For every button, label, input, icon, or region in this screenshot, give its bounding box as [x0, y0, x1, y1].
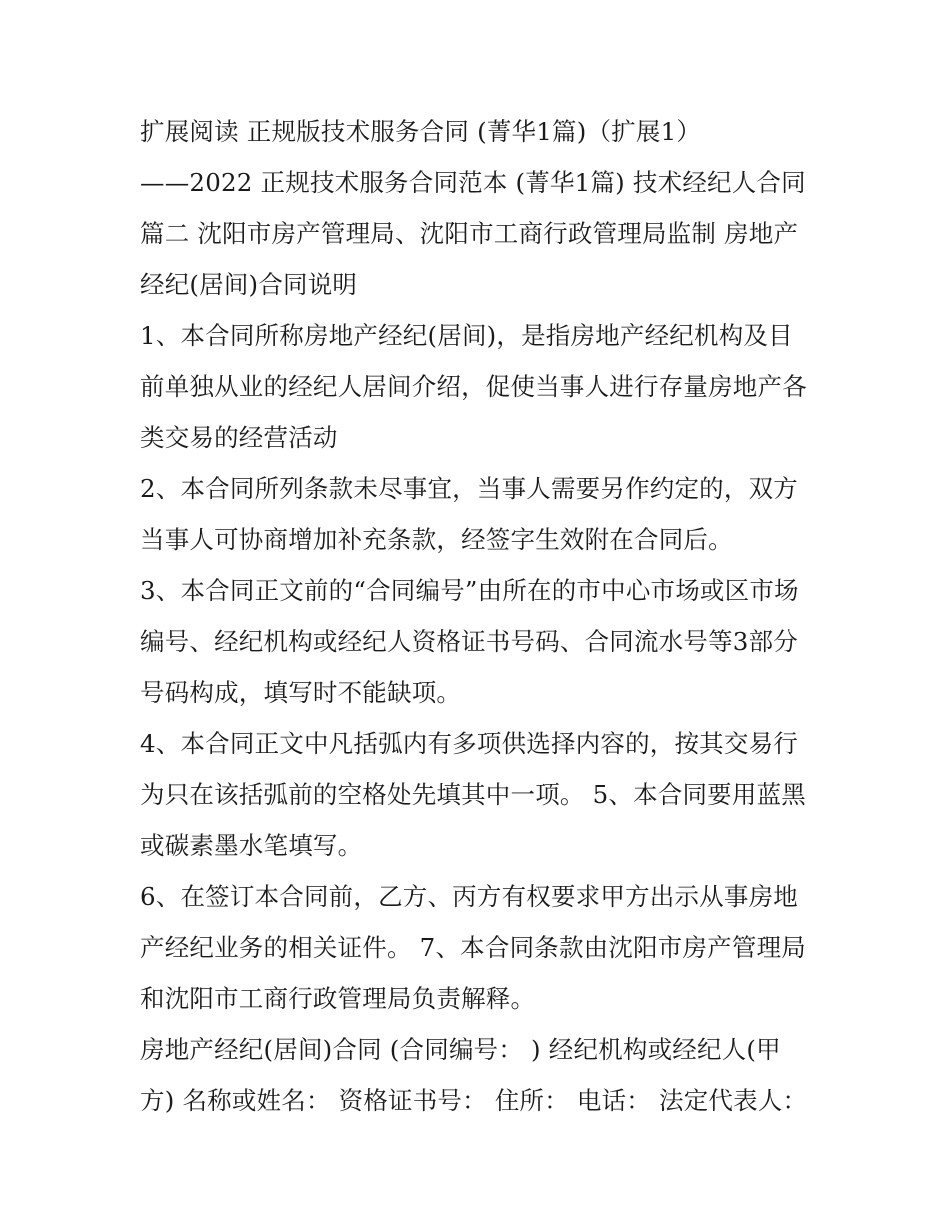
text-line: 为只在该括弧前的空格处先填其中一项。 5、本合同要用蓝黑	[140, 780, 806, 809]
text-line: 3、本合同正文前的“合同编号”由所在的市中心市场或区市场	[140, 576, 799, 605]
text-line: 扩展阅读 正规版技术服务合同 (菁华1篇)（扩展1）	[140, 117, 702, 146]
text-line: 号码构成，填写时不能缺项。	[140, 678, 462, 707]
document-body	[140, 106, 820, 1126]
text-line: 房地产经纪(居间)合同 (合同编号： ) 经纪机构或经纪人(甲	[140, 1035, 781, 1064]
text-line: 编号、经纪机构或经纪人资格证书号码、合同流水号等3部分	[140, 627, 798, 656]
text-line: 6、在签订本合同前，乙方、丙方有权要求甲方出示从事房地	[140, 882, 798, 911]
text-line: 和沈阳市工商行政管理局负责解释。	[140, 984, 536, 1013]
text-line: ——2022 正规技术服务合同范本 (菁华1篇) 技术经纪人合同	[140, 168, 806, 197]
text-line: 或碳素墨水笔填写。	[140, 831, 363, 860]
text-line: 4、本合同正文中凡括弧内有多项供选择内容的，按其交易行	[140, 729, 798, 758]
text-line: 前单独从业的经纪人居间介绍，促使当事人进行存量房地产各	[140, 372, 807, 401]
text-line: 类交易的经营活动	[140, 423, 338, 452]
text-line: 篇二 沈阳市房产管理局、沈阳市工商行政管理局监制 房地产	[140, 219, 799, 248]
text-line: 1、本合同所称房地产经纪(居间)，是指房地产经纪机构及目	[140, 321, 793, 350]
text-line: 2、本合同所列条款未尽事宜，当事人需要另作约定的，双方	[140, 474, 798, 503]
text-line: 经纪(居间)合同说明	[140, 270, 358, 299]
text-line: 方) 名称或姓名： 资格证书号： 住所： 电话： 法定代表人：	[140, 1086, 808, 1115]
text-line: 产经纪业务的相关证件。 7、本合同条款由沈阳市房产管理局	[140, 933, 806, 962]
text-line: 当事人可协商增加补充条款，经签字生效附在合同后。	[140, 525, 733, 554]
